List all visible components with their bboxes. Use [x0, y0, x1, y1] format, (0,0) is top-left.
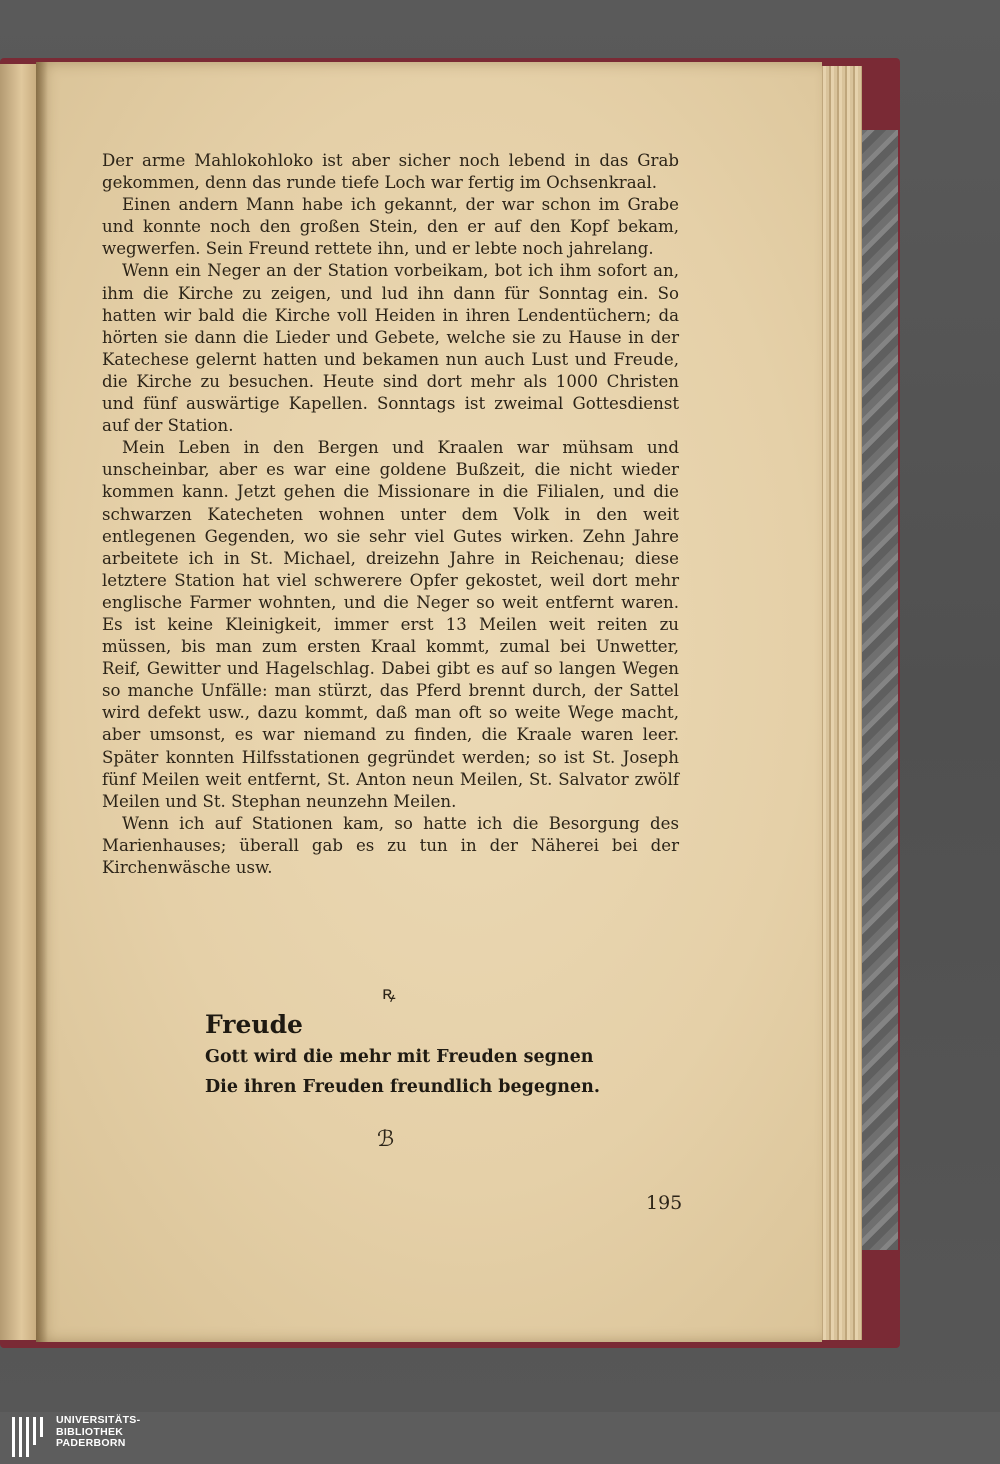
logo-line: BIBLIOTHEK [56, 1425, 124, 1438]
paragraph: Der arme Mahlokohloko ist aber sicher noch lebend in das Grab gekommen, denn das runde tiefe Loch war fertig im Ochsenkraal. [102, 151, 679, 193]
logo-line: PADERBORN [56, 1437, 126, 1449]
paragraph: Einen andern Mann habe ich gekannt, der war schon im Grabe und konnte noch den großen Stein, den er auf den Kopf bekam, wegwerfen. Sein Freund rettete ihn, und er lebte noch jahrelang. [102, 195, 679, 259]
cover-marbled-edge [858, 130, 898, 1250]
ornament-bottom: ℬ [377, 1127, 395, 1152]
paragraph: Wenn ein Neger an der Station vorbeikam, bot ich ihm sofort an, ihm die Kirche zu zeigen, und lud ihn dann für Sonntag ein. So hatten wir bald die Kirche voll Heiden in ihren Lendentüchern; da hörten sie dann die Lieder und Gebete, welche sie zu Hause in der Katechese gelernt hatten und bekamen nun auch Lust und Freude, die Kirche zu besuchen. Heute sind dort mehr als 1000 Christen und fünf auswärtige Kapellen. Sonntags ist zweimal Gottesdienst auf der Station. [102, 261, 679, 436]
logo-line: UNIVERSITÄTS- [56, 1414, 141, 1426]
poem-title: Freude [205, 1010, 303, 1039]
facing-page-edge [0, 64, 36, 1340]
paragraph: Wenn ich auf Stationen kam, so hatte ich die Besorgung des Marienhauses; überall gab es zu tun in der Näherei bei der Kirchenwäsche usw. [102, 813, 679, 877]
ornament-top: ꝶ [382, 983, 396, 1004]
page-gutter-shadow [36, 62, 48, 1342]
page-stack-edges [818, 66, 862, 1340]
page-number: 195 [646, 1192, 683, 1214]
poem-line: Gott wird die mehr mit Freuden segnen [205, 1047, 594, 1067]
footer-bar [0, 1412, 1000, 1464]
paragraph: Mein Leben in den Bergen und Kraalen war mühsam und unscheinbar, aber es war eine goldene Bußzeit, die nicht wieder kommen kann. Jetzt gehen die Missionare in die Filialen, und die schwarzen Katecheten wohnen unter dem Volk in den weit entlegenen Gegenden, wo sie sehr viel Gutes wirken. Zehn Jahre arbeitete ich in St. Michael, dreizehn Jahre in Reichenau; diese letztere Station hat viel schwerere Opfer gekostet, weil dort mehr englische Farmer wohnten, und die Neger so weit entfernt waren. Es ist keine Kleinigkeit, immer erst 13 Meilen weit reiten zu müssen, bis man zum ersten Kraal kommt, zumal bei Unwetter, Reif, Gewitter und Hagelschlag. Dabei gibt es auf so langen Wegen so manche Unfälle: man stürzt, das Pferd brennt durch, der Sattel wird defekt usw., dazu kommt, daß man oft so weite Wege macht, aber umsonst, es war niemand zu finden, die Kraale waren leer. Später konnten Hilfsstationen gegründet werden; so ist St. Joseph fünf Meilen weit entfernt, St. Anton neun Meilen, St. Salvator zwölf Meilen und St. Stephan neunzehn Meilen. [102, 438, 679, 811]
library-logo-text [56, 1415, 140, 1450]
poem-line: Die ihren Freuden freundlich begegnen. [205, 1077, 600, 1097]
body-text [102, 150, 679, 879]
